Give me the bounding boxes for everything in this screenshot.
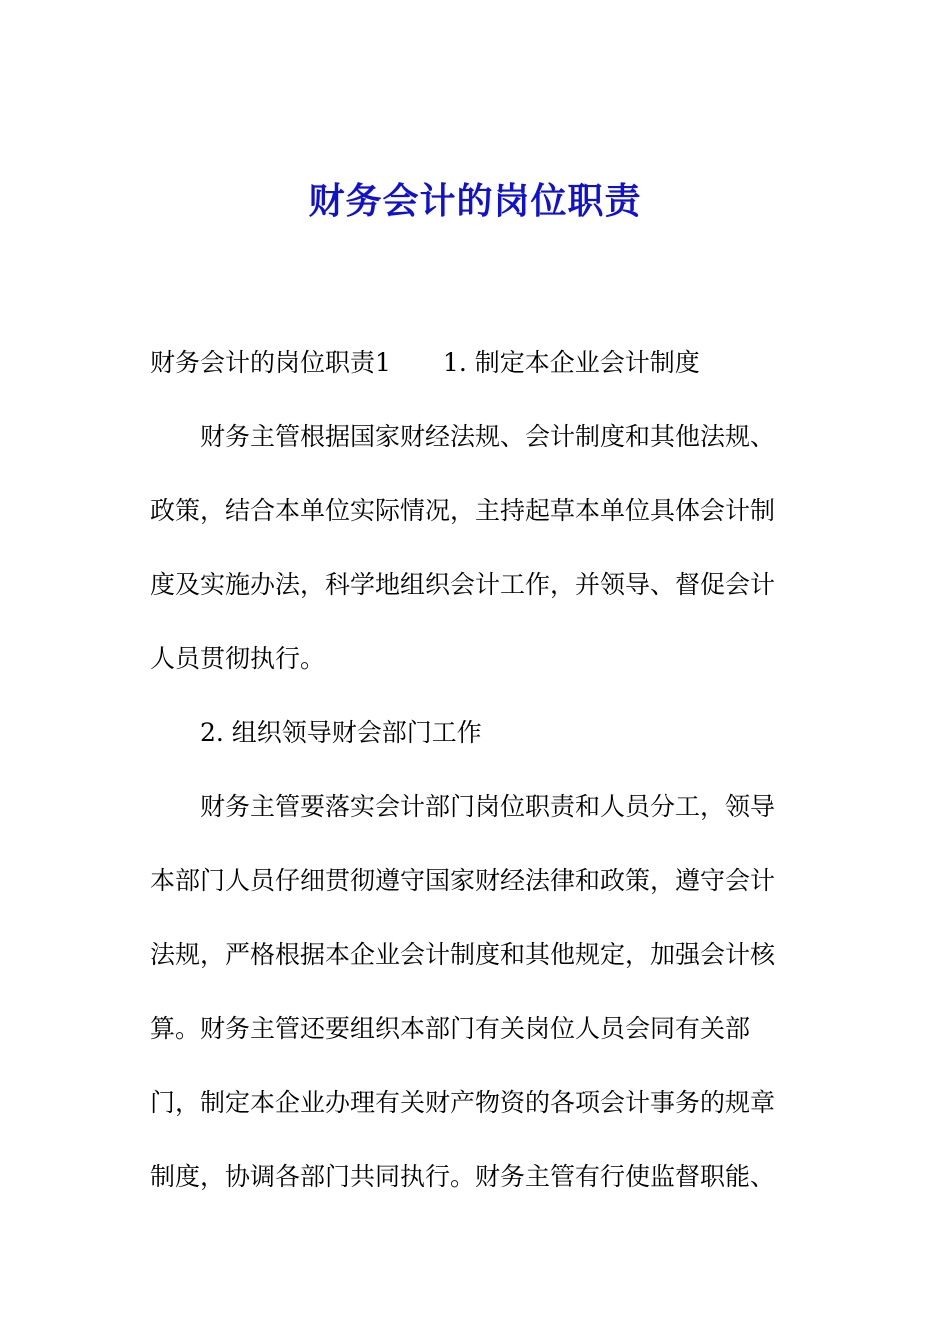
item-2-heading: 2. 组织领导财会部门工作 [200, 718, 482, 747]
document-title: 财务会计的岗位职责 [308, 181, 642, 222]
section-heading: 财务会计的岗位职责1 [150, 348, 391, 377]
paragraph-line: 政策，结合本单位实际情况，主持起草本单位具体会计制 [150, 496, 776, 525]
paragraph-line: 人员贯彻执行。 [150, 644, 326, 673]
paragraph-line: 制度，协调各部门共同执行。财务主管有行使监督职能、 [150, 1162, 776, 1191]
paragraph-line: 财务主管根据国家财经法规、会计制度和其他法规、 [200, 422, 776, 451]
paragraph-line: 财务主管要落实会计部门岗位职责和人员分工，领导 [200, 792, 776, 821]
paragraph-line: 门，制定本企业办理有关财产物资的各项会计事务的规章 [150, 1088, 776, 1117]
paragraph-line: 法规，严格根据本企业会计制度和其他规定，加强会计核 [150, 940, 776, 969]
item-1-heading: 1. 制定本企业会计制度 [442, 348, 700, 377]
paragraph-line: 本部门人员仔细贯彻遵守国家财经法律和政策，遵守会计 [150, 866, 776, 895]
paragraph-line: 算。财务主管还要组织本部门有关岗位人员会同有关部 [150, 1014, 751, 1043]
first-line [150, 326, 790, 400]
paragraph-line: 度及实施办法，科学地组织会计工作，并领导、督促会计 [150, 570, 776, 599]
document-body [150, 326, 790, 1214]
